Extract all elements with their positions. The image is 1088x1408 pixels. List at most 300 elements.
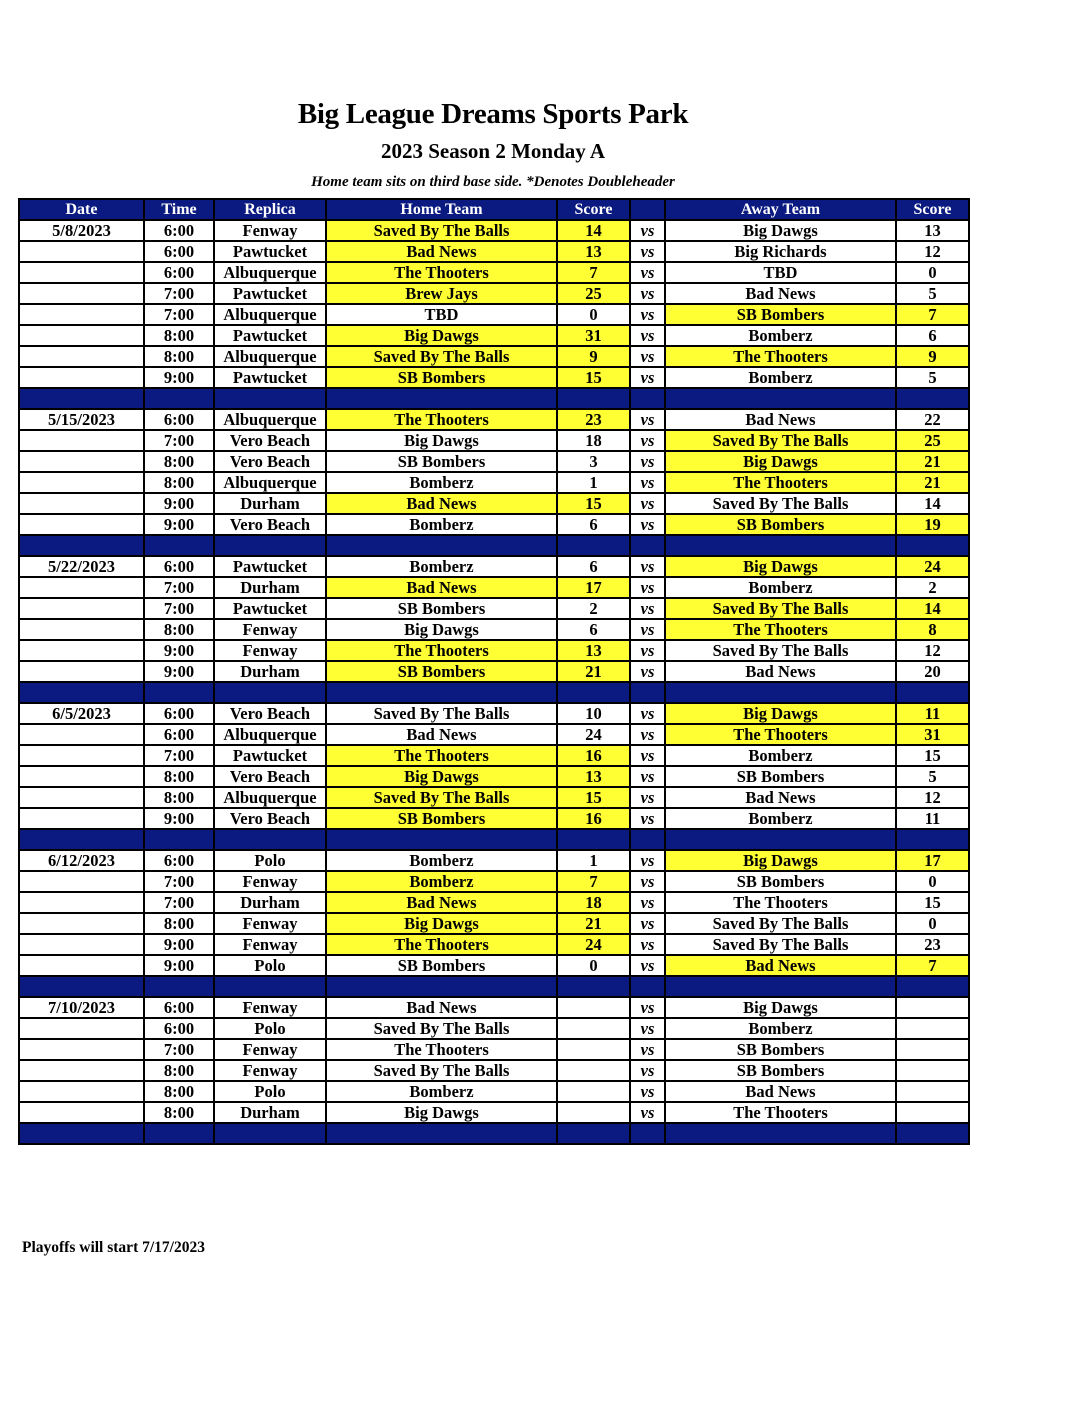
vs-label: vs	[630, 430, 665, 451]
game-row	[19, 1039, 969, 1060]
separator-cell	[630, 829, 665, 850]
game-time: 6:00	[144, 703, 214, 724]
away-team: Bad News	[665, 787, 896, 808]
away-team: Bomberz	[665, 745, 896, 766]
vs-label: vs	[630, 220, 665, 241]
home-score	[557, 1102, 630, 1123]
replica-field: Fenway	[214, 1060, 326, 1081]
replica-field: Vero Beach	[214, 766, 326, 787]
vs-label: vs	[630, 367, 665, 388]
game-time: 7:00	[144, 1039, 214, 1060]
game-time: 7:00	[144, 598, 214, 619]
date-cell-empty	[19, 955, 144, 976]
home-team: Bad News	[326, 892, 557, 913]
away-score: 13	[896, 220, 969, 241]
vs-label: vs	[630, 871, 665, 892]
vs-label: vs	[630, 262, 665, 283]
header-home-team: Home Team	[326, 199, 557, 220]
home-score: 16	[557, 808, 630, 829]
week-date: 6/5/2023	[19, 703, 144, 724]
vs-label: vs	[630, 493, 665, 514]
game-row	[19, 955, 969, 976]
away-team: SB Bombers	[665, 304, 896, 325]
home-score: 1	[557, 472, 630, 493]
date-cell-empty	[19, 913, 144, 934]
separator-cell	[19, 388, 144, 409]
vs-label: vs	[630, 955, 665, 976]
away-score: 0	[896, 871, 969, 892]
replica-field: Albuquerque	[214, 304, 326, 325]
separator-cell	[326, 682, 557, 703]
away-score: 12	[896, 787, 969, 808]
away-team: Bad News	[665, 955, 896, 976]
home-team: TBD	[326, 304, 557, 325]
vs-label: vs	[630, 997, 665, 1018]
separator-cell	[630, 535, 665, 556]
date-cell-empty	[19, 766, 144, 787]
away-team: Bad News	[665, 283, 896, 304]
game-row	[19, 619, 969, 640]
vs-label: vs	[630, 283, 665, 304]
game-row	[19, 472, 969, 493]
date-cell-empty	[19, 304, 144, 325]
away-team: Big Dawgs	[665, 451, 896, 472]
week-date: 7/10/2023	[19, 997, 144, 1018]
home-team: Bomberz	[326, 472, 557, 493]
game-time: 7:00	[144, 892, 214, 913]
replica-field: Vero Beach	[214, 703, 326, 724]
replica-field: Pawtucket	[214, 745, 326, 766]
separator-cell	[630, 388, 665, 409]
away-score: 0	[896, 913, 969, 934]
date-cell-empty	[19, 787, 144, 808]
header-away-score: Score	[896, 199, 969, 220]
game-row	[19, 724, 969, 745]
home-score: 1	[557, 850, 630, 871]
away-score: 20	[896, 661, 969, 682]
away-score: 11	[896, 808, 969, 829]
date-cell-empty	[19, 640, 144, 661]
vs-label: vs	[630, 913, 665, 934]
separator-cell	[326, 388, 557, 409]
date-cell-empty	[19, 619, 144, 640]
date-cell-empty	[19, 577, 144, 598]
home-team: The Thooters	[326, 1039, 557, 1060]
vs-label: vs	[630, 934, 665, 955]
away-score: 0	[896, 262, 969, 283]
separator-cell	[19, 535, 144, 556]
separator-cell	[144, 1123, 214, 1144]
separator-cell	[326, 829, 557, 850]
separator-cell	[19, 1123, 144, 1144]
season-subtitle: 2023 Season 2 Monday A	[380, 139, 606, 163]
home-team: Bad News	[326, 493, 557, 514]
separator-cell	[19, 976, 144, 997]
game-row	[19, 262, 969, 283]
replica-field: Durham	[214, 1102, 326, 1123]
game-time: 9:00	[144, 955, 214, 976]
vs-label: vs	[630, 1039, 665, 1060]
home-score: 10	[557, 703, 630, 724]
vs-label: vs	[630, 598, 665, 619]
header-date: Date	[19, 199, 144, 220]
game-time: 8:00	[144, 346, 214, 367]
away-team: Saved By The Balls	[665, 640, 896, 661]
week-separator	[19, 535, 969, 556]
away-score: 23	[896, 934, 969, 955]
separator-cell	[19, 682, 144, 703]
week-separator	[19, 1123, 969, 1144]
game-row	[19, 850, 969, 871]
game-time: 8:00	[144, 1060, 214, 1081]
week-date: 5/15/2023	[19, 409, 144, 430]
home-team: Saved By The Balls	[326, 1018, 557, 1039]
home-score	[557, 1060, 630, 1081]
home-team: Bad News	[326, 577, 557, 598]
game-time: 8:00	[144, 325, 214, 346]
home-score: 9	[557, 346, 630, 367]
home-team: Big Dawgs	[326, 913, 557, 934]
game-time: 6:00	[144, 262, 214, 283]
game-row	[19, 577, 969, 598]
separator-cell	[19, 829, 144, 850]
date-cell-empty	[19, 598, 144, 619]
separator-cell	[896, 1123, 969, 1144]
game-row	[19, 514, 969, 535]
home-score: 15	[557, 787, 630, 808]
away-team: Bad News	[665, 1081, 896, 1102]
separator-cell	[326, 976, 557, 997]
separator-cell	[557, 388, 630, 409]
date-cell-empty	[19, 241, 144, 262]
replica-field: Fenway	[214, 871, 326, 892]
home-team: SB Bombers	[326, 451, 557, 472]
away-score	[896, 1081, 969, 1102]
separator-cell	[896, 682, 969, 703]
date-cell-empty	[19, 1018, 144, 1039]
away-score: 15	[896, 745, 969, 766]
separator-cell	[896, 388, 969, 409]
replica-field: Durham	[214, 661, 326, 682]
away-score	[896, 1102, 969, 1123]
home-team: SB Bombers	[326, 955, 557, 976]
game-time: 9:00	[144, 514, 214, 535]
vs-label: vs	[630, 724, 665, 745]
separator-cell	[557, 829, 630, 850]
game-time: 7:00	[144, 577, 214, 598]
separator-cell	[214, 388, 326, 409]
away-score: 14	[896, 598, 969, 619]
replica-field: Fenway	[214, 1039, 326, 1060]
away-score: 11	[896, 703, 969, 724]
home-score: 13	[557, 766, 630, 787]
game-time: 8:00	[144, 913, 214, 934]
replica-field: Vero Beach	[214, 430, 326, 451]
away-team: Saved By The Balls	[665, 598, 896, 619]
away-team: Bad News	[665, 409, 896, 430]
header-row	[19, 199, 969, 220]
home-team: The Thooters	[326, 262, 557, 283]
date-cell-empty	[19, 493, 144, 514]
home-team: The Thooters	[326, 640, 557, 661]
date-cell-empty	[19, 1102, 144, 1123]
replica-field: Fenway	[214, 934, 326, 955]
away-team: Saved By The Balls	[665, 430, 896, 451]
away-team: The Thooters	[665, 724, 896, 745]
game-time: 8:00	[144, 1081, 214, 1102]
home-score: 0	[557, 955, 630, 976]
away-team: Bomberz	[665, 325, 896, 346]
away-team: Big Richards	[665, 241, 896, 262]
game-row	[19, 304, 969, 325]
game-time: 9:00	[144, 493, 214, 514]
game-row	[19, 997, 969, 1018]
home-team: Bomberz	[326, 871, 557, 892]
vs-label: vs	[630, 304, 665, 325]
separator-cell	[214, 682, 326, 703]
home-score	[557, 1018, 630, 1039]
away-team: Big Dawgs	[665, 850, 896, 871]
date-cell-empty	[19, 808, 144, 829]
away-score: 22	[896, 409, 969, 430]
replica-field: Durham	[214, 892, 326, 913]
away-score: 25	[896, 430, 969, 451]
away-score: 6	[896, 325, 969, 346]
separator-cell	[557, 976, 630, 997]
away-score	[896, 1060, 969, 1081]
away-score: 7	[896, 955, 969, 976]
away-team: The Thooters	[665, 1102, 896, 1123]
separator-cell	[896, 976, 969, 997]
away-team: The Thooters	[665, 892, 896, 913]
date-cell-empty	[19, 262, 144, 283]
home-team: Big Dawgs	[326, 325, 557, 346]
away-score: 21	[896, 472, 969, 493]
away-team: Bomberz	[665, 367, 896, 388]
game-row	[19, 913, 969, 934]
away-score	[896, 1039, 969, 1060]
away-team: Saved By The Balls	[665, 913, 896, 934]
separator-cell	[214, 1123, 326, 1144]
replica-field: Polo	[214, 1018, 326, 1039]
game-time: 6:00	[144, 220, 214, 241]
week-separator	[19, 829, 969, 850]
replica-field: Fenway	[214, 640, 326, 661]
separator-cell	[557, 1123, 630, 1144]
home-score: 23	[557, 409, 630, 430]
separator-cell	[326, 1123, 557, 1144]
date-cell-empty	[19, 283, 144, 304]
vs-label: vs	[630, 850, 665, 871]
home-team: Bad News	[326, 241, 557, 262]
game-time: 9:00	[144, 367, 214, 388]
date-cell-empty	[19, 745, 144, 766]
game-row	[19, 367, 969, 388]
replica-field: Fenway	[214, 220, 326, 241]
vs-label: vs	[630, 787, 665, 808]
game-row	[19, 787, 969, 808]
game-row	[19, 892, 969, 913]
home-score: 13	[557, 640, 630, 661]
game-row	[19, 1018, 969, 1039]
home-team: Brew Jays	[326, 283, 557, 304]
date-cell-empty	[19, 514, 144, 535]
vs-label: vs	[630, 451, 665, 472]
separator-cell	[144, 535, 214, 556]
game-time: 9:00	[144, 661, 214, 682]
home-team: Big Dawgs	[326, 619, 557, 640]
separator-cell	[665, 682, 896, 703]
replica-field: Pawtucket	[214, 325, 326, 346]
game-row	[19, 451, 969, 472]
header-time: Time	[144, 199, 214, 220]
replica-field: Vero Beach	[214, 451, 326, 472]
away-score: 24	[896, 556, 969, 577]
vs-label: vs	[630, 745, 665, 766]
home-score: 18	[557, 892, 630, 913]
game-time: 8:00	[144, 787, 214, 808]
home-score: 21	[557, 661, 630, 682]
replica-field: Pawtucket	[214, 241, 326, 262]
game-row	[19, 556, 969, 577]
home-score: 7	[557, 871, 630, 892]
replica-field: Albuquerque	[214, 409, 326, 430]
home-score	[557, 997, 630, 1018]
separator-cell	[630, 976, 665, 997]
header-home-score: Score	[557, 199, 630, 220]
away-team: Bad News	[665, 661, 896, 682]
game-row	[19, 220, 969, 241]
away-score: 8	[896, 619, 969, 640]
replica-field: Albuquerque	[214, 787, 326, 808]
vs-label: vs	[630, 325, 665, 346]
replica-field: Pawtucket	[214, 367, 326, 388]
date-cell-empty	[19, 1060, 144, 1081]
vs-label: vs	[630, 514, 665, 535]
home-score: 17	[557, 577, 630, 598]
game-time: 9:00	[144, 934, 214, 955]
home-score: 2	[557, 598, 630, 619]
page-title: Big League Dreams Sports Park	[297, 98, 689, 130]
away-score: 5	[896, 367, 969, 388]
game-time: 8:00	[144, 619, 214, 640]
date-cell-empty	[19, 661, 144, 682]
game-row	[19, 640, 969, 661]
date-cell-empty	[19, 1081, 144, 1102]
away-team: Bomberz	[665, 577, 896, 598]
vs-label: vs	[630, 619, 665, 640]
replica-field: Albuquerque	[214, 262, 326, 283]
away-team: The Thooters	[665, 346, 896, 367]
game-time: 8:00	[144, 451, 214, 472]
game-time: 7:00	[144, 283, 214, 304]
game-row	[19, 934, 969, 955]
date-cell-empty	[19, 934, 144, 955]
home-score: 6	[557, 619, 630, 640]
replica-field: Durham	[214, 493, 326, 514]
game-row	[19, 493, 969, 514]
separator-cell	[326, 535, 557, 556]
away-score: 2	[896, 577, 969, 598]
home-team: Big Dawgs	[326, 1102, 557, 1123]
playoffs-note: Playoffs will start 7/17/2023	[22, 1239, 205, 1256]
game-time: 8:00	[144, 472, 214, 493]
vs-label: vs	[630, 346, 665, 367]
date-cell-empty	[19, 871, 144, 892]
away-score: 17	[896, 850, 969, 871]
separator-cell	[665, 829, 896, 850]
home-score	[557, 1039, 630, 1060]
separator-cell	[144, 976, 214, 997]
replica-field: Pawtucket	[214, 283, 326, 304]
game-row	[19, 346, 969, 367]
game-row	[19, 703, 969, 724]
away-score: 21	[896, 451, 969, 472]
away-team: The Thooters	[665, 472, 896, 493]
vs-label: vs	[630, 409, 665, 430]
home-team: Saved By The Balls	[326, 703, 557, 724]
away-score: 12	[896, 241, 969, 262]
away-score: 12	[896, 640, 969, 661]
vs-label: vs	[630, 577, 665, 598]
home-score: 7	[557, 262, 630, 283]
date-cell-empty	[19, 1039, 144, 1060]
game-row	[19, 430, 969, 451]
separator-cell	[144, 388, 214, 409]
replica-field: Albuquerque	[214, 472, 326, 493]
away-score	[896, 997, 969, 1018]
home-score: 6	[557, 556, 630, 577]
home-score: 3	[557, 451, 630, 472]
home-team: Bomberz	[326, 514, 557, 535]
away-team: SB Bombers	[665, 514, 896, 535]
home-score: 25	[557, 283, 630, 304]
away-score: 5	[896, 766, 969, 787]
schedule-body	[19, 220, 969, 1144]
away-score: 14	[896, 493, 969, 514]
home-team: SB Bombers	[326, 661, 557, 682]
replica-field: Fenway	[214, 913, 326, 934]
game-time: 6:00	[144, 409, 214, 430]
vs-label: vs	[630, 472, 665, 493]
separator-cell	[214, 829, 326, 850]
away-score: 31	[896, 724, 969, 745]
replica-field: Vero Beach	[214, 514, 326, 535]
game-time: 7:00	[144, 745, 214, 766]
header-away-team: Away Team	[665, 199, 896, 220]
separator-cell	[144, 829, 214, 850]
home-team: The Thooters	[326, 745, 557, 766]
home-team: Bomberz	[326, 556, 557, 577]
home-score: 21	[557, 913, 630, 934]
away-team: Saved By The Balls	[665, 934, 896, 955]
separator-cell	[214, 535, 326, 556]
home-team: Saved By The Balls	[326, 220, 557, 241]
home-team: Bad News	[326, 997, 557, 1018]
game-row	[19, 745, 969, 766]
home-score: 31	[557, 325, 630, 346]
home-team: The Thooters	[326, 409, 557, 430]
game-row	[19, 325, 969, 346]
separator-cell	[630, 682, 665, 703]
away-team: Bomberz	[665, 1018, 896, 1039]
home-team: Bomberz	[326, 1081, 557, 1102]
week-separator	[19, 388, 969, 409]
replica-field: Polo	[214, 1081, 326, 1102]
week-separator	[19, 976, 969, 997]
date-cell-empty	[19, 472, 144, 493]
vs-label: vs	[630, 640, 665, 661]
